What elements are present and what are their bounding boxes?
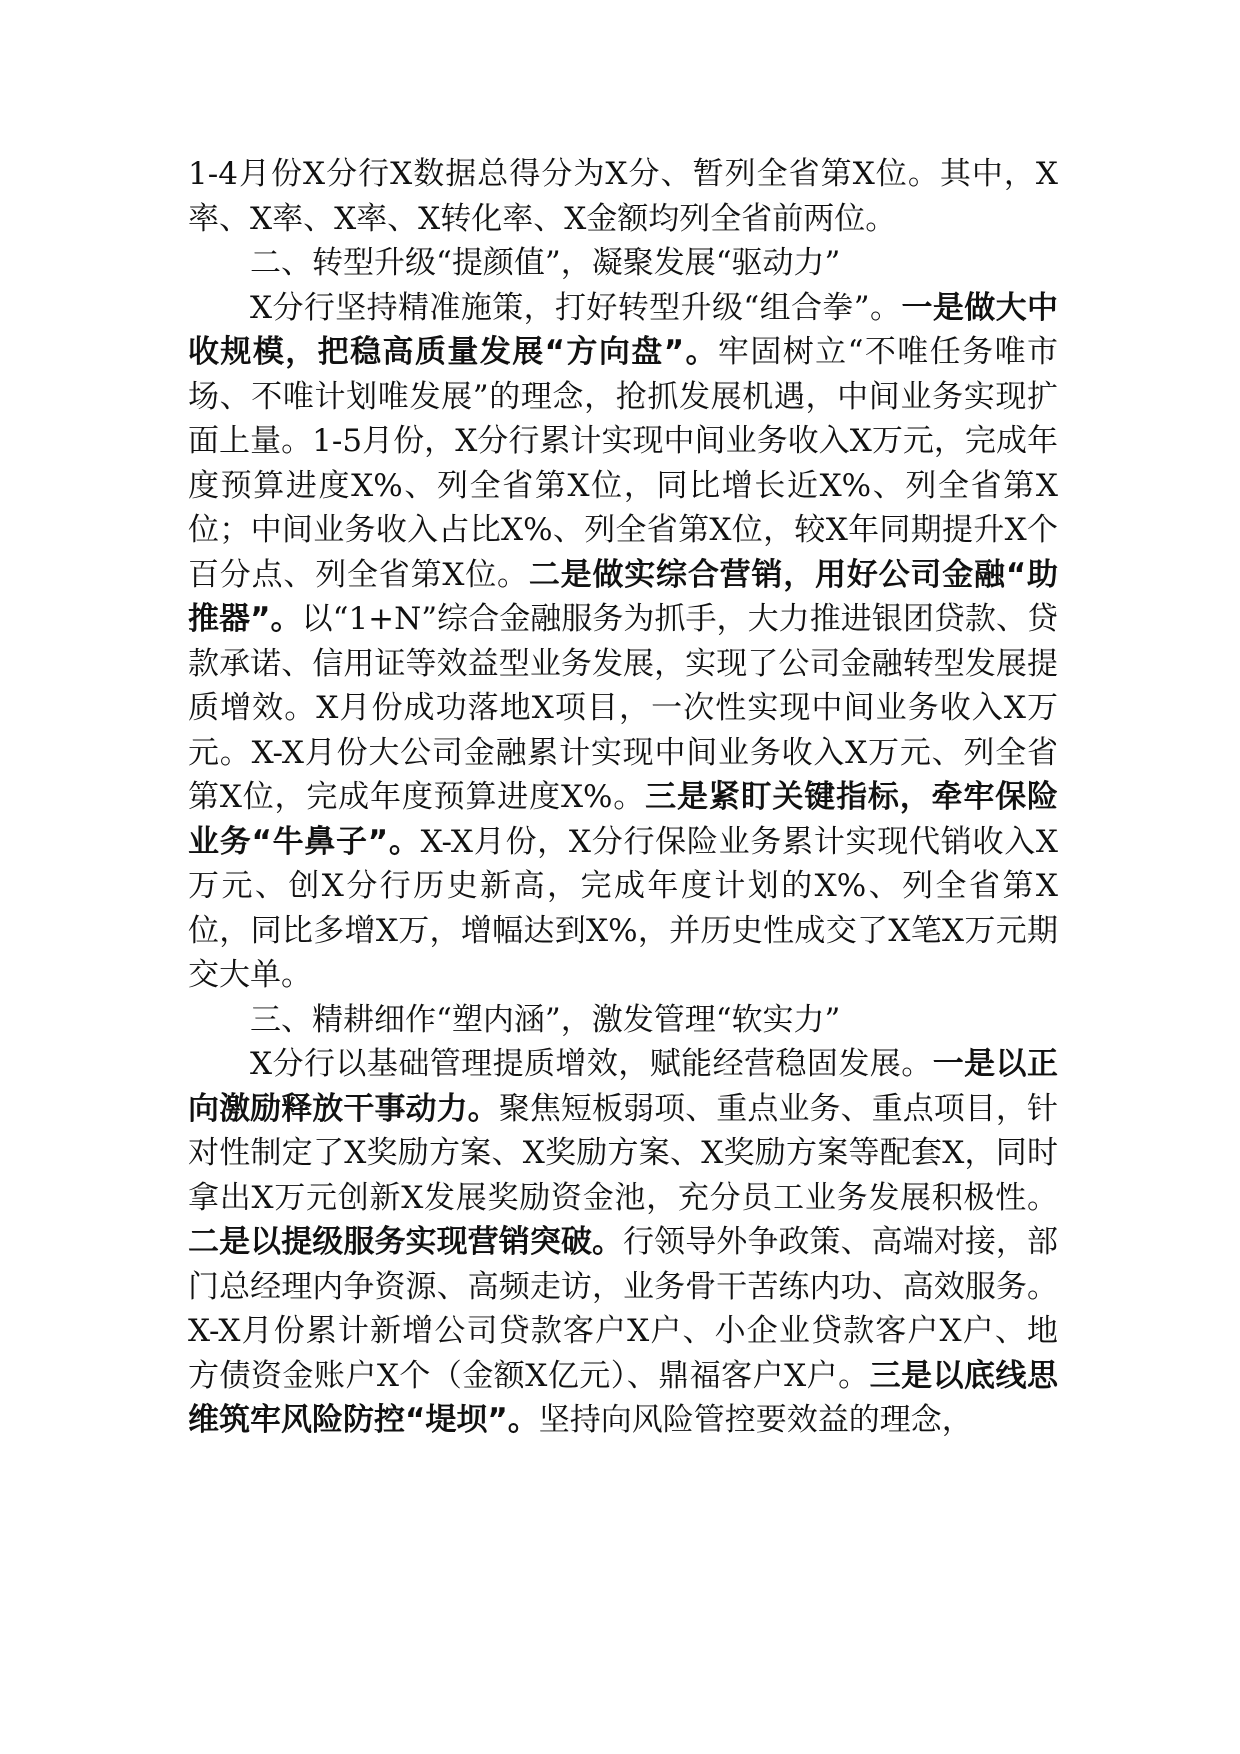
paragraph-text: 牢固树立“不唯任务唯市场、不唯计划唯发展”的理念，抢抓发展机遇，中间业务实现扩面上量。1-5月份，X分行累计实现中间业务收入X万元，完成年度预算进度X%、列全省第X位，同比增长近X%、列全省第X位；中间业务收入占比X%、列全省第X位，较X年同期提升X个百分点、列全省第X位。 [188,334,1058,593]
paragraph-text: 行领导外争政策、高端对接，部门总经理内争资源、高频走访，业务骨干苦练内功、高效服务。X-X月份累计新增公司贷款客户X户、小企业贷款客户X户、地方债资金账户X个（金额X亿元）、鼎福客户X户。 [188,1224,1059,1394]
paragraph-text: X分行以基础管理提质增效，赋能经营稳固发展。 [250,1046,933,1082]
bold-lead-phrase: 二是做实综合营销，用好公司金融“助推器”。 [188,556,1059,637]
section-heading [188,998,1058,1043]
section-heading [188,241,1058,286]
body-paragraph [188,286,1058,998]
paragraph-text: 坚持向风险管控要效益的理念， [538,1402,973,1438]
paragraph-text: X-X月份，X分行保险业务累计实现代销收入X万元、创X分行历史新高，完成年度计划的X%、列全省第X位，同比多增X万，增幅达到X%，并历史性成交了X笔X万元期交大单。 [188,823,1058,993]
paragraph-text: 二、转型升级“提颜值”，凝聚发展“驱动力” [250,245,841,281]
bold-lead-phrase: 一是以正向激励释放干事动力。 [188,1046,1058,1127]
paragraph-text: 以“1+N”综合金融服务为抓手，大力推进银团贷款、贷款承诺、信用证等效益型业务发展，实现了公司金融转型发展提质增效。X月份成功落地X项目，一次性实现中间业务收入X万元。X-X月份大公司金融累计实现中间业务收入X万元、列全省第X位，完成年度预算进度X%。 [188,601,1058,815]
paragraph-text: X分行坚持精准施策，打好转型升级“组合拳”。 [250,289,902,326]
body-paragraph [188,1042,1058,1443]
body-paragraph [188,152,1058,241]
paragraph-text: 1-4月份X分行X数据总得分为X分、暂列全省第X位。其中，X率、X率、X率、X转化率、X金额均列全省前两位。 [188,156,1058,237]
bold-lead-phrase: 二是以提级服务实现营销突破。 [188,1224,624,1260]
bold-lead-phrase: 三是以底线思维筑牢风险防控“堤坝”。 [188,1357,1058,1438]
bold-lead-phrase: 一是做大中收规模，把稳高质量发展“方向盘”。 [188,289,1059,370]
bold-lead-phrase: 三是紧盯关键指标，牵牢保险业务“牛鼻子”。 [188,779,1059,860]
paragraph-text: 三、精耕细作“塑内涵”，激发管理“软实力” [250,1001,841,1038]
document-page [188,152,1058,1443]
paragraph-text: 聚焦短板弱项、重点业务、重点项目，针对性制定了X奖励方案、X奖励方案、X奖励方案等配套X，同时拿出X万元创新X发展奖励资金池，充分员工业务发展积极性。 [188,1090,1059,1216]
